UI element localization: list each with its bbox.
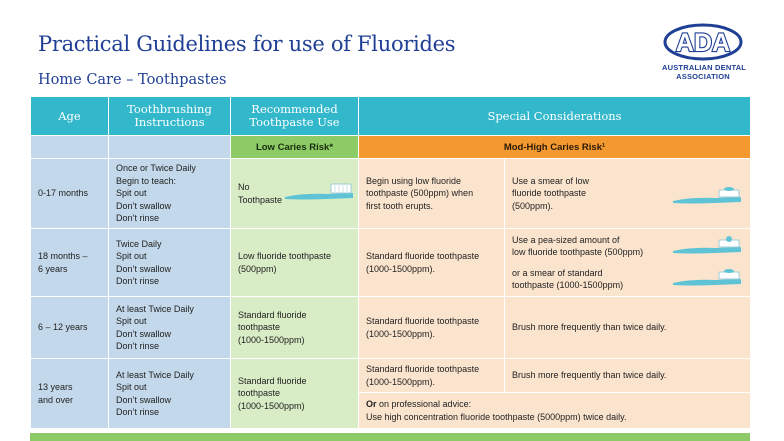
page-subtitle: Home Care – Toothpastes <box>38 72 227 88</box>
low-risk-cell: Low fluoride toothpaste (500ppm) <box>231 229 359 297</box>
column-header-age: Age <box>31 97 109 136</box>
table-row <box>31 159 751 229</box>
column-header-special: Special Considerations <box>359 97 751 136</box>
instructions-cell: At least Twice Daily Spit out Don’t swallow Don’t rinse <box>109 297 231 359</box>
low-risk-cell: Standard fluoride toothpaste (1000-1500ppm) <box>231 297 359 359</box>
table-header-row <box>31 97 751 136</box>
column-header-instructions: Toothbrushing Instructions <box>109 97 231 136</box>
low-risk-cell: No Toothpaste <box>231 159 359 229</box>
professional-advice-note <box>359 393 751 429</box>
subheader-age-blank <box>31 136 109 159</box>
note-rest: on professional advice: <box>376 399 472 409</box>
subheader-instructions-blank <box>109 136 231 159</box>
page-title: Practical Guidelines for use of Fluorides <box>38 32 456 56</box>
age-cell: 0-17 months <box>31 159 109 229</box>
instructions-cell: Once or Twice Daily Begin to teach: Spit out Don’t swallow Don’t rinse <box>109 159 231 229</box>
logo-line-2: ASSOCIATION <box>676 72 730 81</box>
footer-band <box>30 433 750 441</box>
instructions-cell: Twice Daily Spit out Don’t swallow Don’t rinse <box>109 229 231 297</box>
mod-risk-cell-2: Use a pea-sized amount of low fluoride toothpaste (500ppm) or a smear of standard toothpaste (1000-1500ppm) <box>505 229 751 297</box>
logo-line-1: AUSTRALIAN DENTAL <box>662 63 747 72</box>
ada-logo-letters: ADA <box>675 29 731 57</box>
toothbrush-icon <box>671 185 743 207</box>
age-cell: 18 months – 6 years <box>31 229 109 297</box>
mod-risk-cell-2: Use a smear of low fluoride toothpaste (500ppm). <box>505 159 751 229</box>
mod-risk-cell-2: Brush more frequently than twice daily. <box>505 297 751 359</box>
table-row <box>31 297 751 359</box>
low-risk-cell: Standard fluoride toothpaste (1000-1500ppm) <box>231 359 359 429</box>
toothbrush-icon <box>283 181 355 203</box>
mod-risk-cell-1: Standard fluoride toothpaste (1000-1500ppm). <box>359 229 505 297</box>
low-risk-label: Low Caries Risk* <box>231 136 359 159</box>
mod-risk-cell-1: Standard fluoride toothpaste (1000-1500ppm). <box>359 359 505 393</box>
age-cell: 13 years and over <box>31 359 109 429</box>
instructions-cell: At least Twice Daily Spit out Don’t swallow Don’t rinse <box>109 359 231 429</box>
table-row <box>31 359 751 393</box>
mod-risk-cell-1: Begin using low fluoride toothpaste (500ppm) when first tooth erupts. <box>359 159 505 229</box>
column-header-recommended: Recommended Toothpaste Use <box>231 97 359 136</box>
toothbrush-icon <box>671 267 743 289</box>
note-or: Or <box>366 399 377 409</box>
mod-risk-cell-2: Brush more frequently than twice daily. <box>505 359 751 393</box>
toothbrush-icon <box>671 235 743 257</box>
age-cell: 6 – 12 years <box>31 297 109 359</box>
risk-subheader-row <box>31 136 751 159</box>
ada-logo-caption <box>662 63 747 81</box>
table-row <box>31 229 751 297</box>
mod-high-risk-label: Mod-High Caries Risk¹ <box>359 136 751 159</box>
fluoride-guidelines-table <box>30 96 751 429</box>
mod-risk-cell-1: Standard fluoride toothpaste (1000-1500ppm). <box>359 297 505 359</box>
note-line-2: Use high concentration fluoride toothpaste (5000ppm) twice daily. <box>366 411 627 422</box>
